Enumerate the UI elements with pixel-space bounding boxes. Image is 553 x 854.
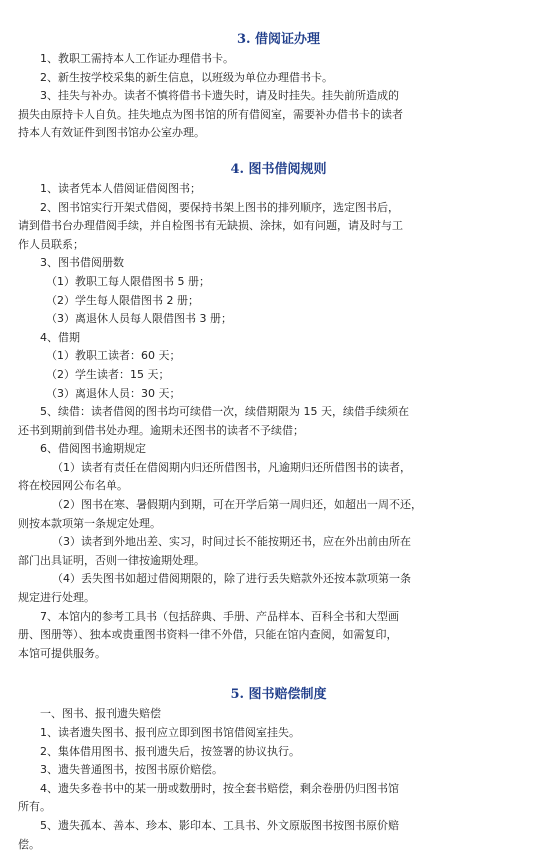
list-item: （2）学生读者：15 天； [46, 367, 170, 381]
paragraph-line: 作人员联系； [18, 237, 84, 251]
paragraph-line: 偿。 [18, 837, 40, 851]
section-4-body [18, 180, 539, 663]
paragraph-line: 6、借阅图书逾期规定 [40, 442, 146, 456]
paragraph-line: 本馆可提供服务。 [18, 646, 106, 660]
paragraph-line: 1、读者遗失图书、报刊应立即到图书馆借阅室挂失。 [40, 726, 300, 739]
paragraph-line: 1、教职工需持本人工作证办理借书卡。 [40, 52, 234, 65]
list-item: （1）教职工每人限借图书 5 册； [46, 274, 210, 288]
paragraph-line: 持本人有效证件到图书馆办公室办理。 [18, 126, 205, 140]
paragraph-line: 一、图书、报刊遗失赔偿 [40, 707, 161, 721]
section-5-body [18, 705, 539, 854]
list-item: （3）读者到外地出差、实习，时间过长不能按期还书，应在外出前由所在 [52, 535, 411, 549]
paragraph-line: 1、读者凭本人借阅证借阅图书； [40, 181, 201, 195]
paragraph-line: 还书到期前到借书处办理。逾期未还图书的读者不予续借； [18, 423, 304, 437]
list-item: （2）学生每人限借图书 2 册； [46, 293, 199, 307]
paragraph-line: 2、图书馆实行开架式借阅，要保持书架上图书的排列顺序，选定图书后， [40, 200, 399, 214]
paragraph-line: 请到借书台办理借阅手续，并自检图书有无缺损、涂抹，如有问题，请及时与工 [18, 219, 403, 233]
paragraph-line: 2、新生按学校采集的新生信息，以班级为单位办理借书卡。 [40, 70, 333, 84]
paragraph-line: 4、借期 [40, 330, 80, 344]
section-title-3: 3. 借阅证办理 [236, 32, 321, 47]
paragraph-line: 4、遗失多卷书中的某一册或数册时，按全套书赔偿，剩余卷册仍归图书馆 [40, 781, 399, 795]
section-title-5: 5. 图书赔偿制度 [230, 687, 327, 703]
paragraph-line: 则按本款项第一条规定处理。 [18, 516, 161, 530]
paragraph-line: 所有。 [18, 800, 51, 814]
section-3-body [18, 50, 539, 143]
paragraph-line: 3、遗失普通图书，按图书原价赔偿。 [40, 763, 223, 777]
list-item: （2）图书在寒、暑假期内到期，可在开学后第一周归还，如超出一周不还， [52, 498, 422, 512]
section-title-4: 4. 图书借阅规则 [230, 161, 327, 177]
list-item: （1）教职工读者：60 天； [46, 349, 181, 363]
paragraph-line: 3、挂失与补办。读者不慎将借书卡遗失时，请及时挂失。挂失前所造成的 [40, 89, 399, 103]
paragraph-line: 规定进行处理。 [18, 591, 95, 605]
paragraph-line: 部门出具证明，否则一律按逾期处理。 [18, 553, 205, 567]
paragraph-line: 将在校园网公布名单。 [18, 479, 128, 493]
list-item: （4）丢失图书如超过借阅期限的，除了进行丢失赔款外还按本款项第一条 [52, 572, 411, 586]
list-item: （3）离退休人员：30 天； [46, 386, 181, 400]
list-item: （1）读者有责任在借阅期内归还所借图书，凡逾期归还所借图书的读者， [52, 460, 411, 474]
paragraph-line: 7、本馆内的参考工具书（包括辞典、手册、产品样本、百科全书和大型画 [40, 609, 399, 623]
list-item: （3）离退休人员每人限借图书 3 册； [46, 312, 232, 326]
paragraph-line: 5、续借：读者借阅的图书均可续借一次，续借期限为 15 天，续借手续须在 [40, 405, 409, 419]
paragraph-line: 册、图册等）、独本或贵重图书资料一律不外借，只能在馆内查阅，如需复印， [18, 628, 398, 642]
paragraph-line: 5、遗失孤本、善本、珍本、影印本、工具书、外文原版图书按图书原价赔 [40, 818, 399, 832]
paragraph-line: 3、图书借阅册数 [40, 256, 124, 270]
paragraph-line: 损失由原持卡人自负。挂失地点为图书馆的所有借阅室，需要补办借书卡的读者 [18, 107, 403, 121]
paragraph-line: 2、集体借用图书、报刊遗失后，按签署的协议执行。 [40, 744, 300, 758]
